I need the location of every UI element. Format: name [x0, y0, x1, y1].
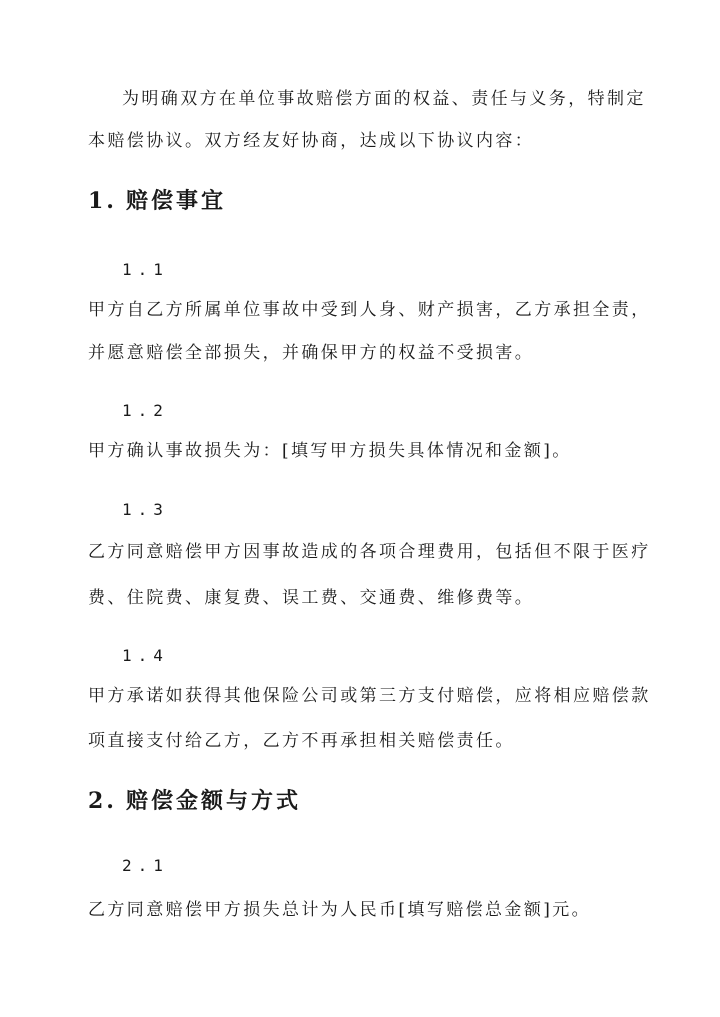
clause-1-4-line-1: 甲方承诺如获得其他保险公司或第三方支付赔偿，应将相应赔偿款 [88, 686, 651, 706]
clause-1-1-line-2: 并愿意赔偿全部损失，并确保甲方的权益不受损害。 [88, 343, 535, 363]
intro-line-2: 本赔偿协议。双方经友好协商，达成以下协议内容： [88, 131, 535, 151]
section-number: 2. [88, 788, 117, 814]
intro-line-1: 为明确双方在单位事故赔偿方面的权益、责任与义务，特制定 [122, 89, 646, 109]
clause-number-1-1: 1.1 [122, 260, 169, 279]
clause-1-3-line-2: 费、住院费、康复费、误工费、交通费、维修费等。 [88, 588, 535, 608]
clause-2-1-line-1: 乙方同意赔偿甲方损失总计为人民币[填写赔偿总金额]元。 [88, 900, 592, 920]
clause-1-1-line-1: 甲方自乙方所属单位事故中受到人身、财产损害，乙方承担全责， [88, 300, 651, 320]
clause-number-1-2: 1.2 [122, 401, 169, 420]
section-heading-2 [88, 790, 301, 812]
clause-1-3-line-1: 乙方同意赔偿甲方因事故造成的各项合理费用，包括但不限于医疗 [88, 542, 651, 562]
section-title: 赔偿事宜 [126, 188, 227, 214]
clause-1-4-line-2: 项直接支付给乙方，乙方不再承担相关赔偿责任。 [88, 731, 515, 751]
section-title: 赔偿金额与方式 [126, 788, 302, 814]
section-number: 1. [88, 188, 117, 214]
section-heading-1 [88, 190, 226, 212]
clause-1-2-line-1: 甲方确认事故损失为：[填写甲方损失具体情况和金额]。 [88, 441, 572, 461]
clause-number-2-1: 2.1 [122, 856, 169, 875]
clause-number-1-4: 1.4 [122, 646, 169, 665]
clause-number-1-3: 1.3 [122, 500, 169, 519]
